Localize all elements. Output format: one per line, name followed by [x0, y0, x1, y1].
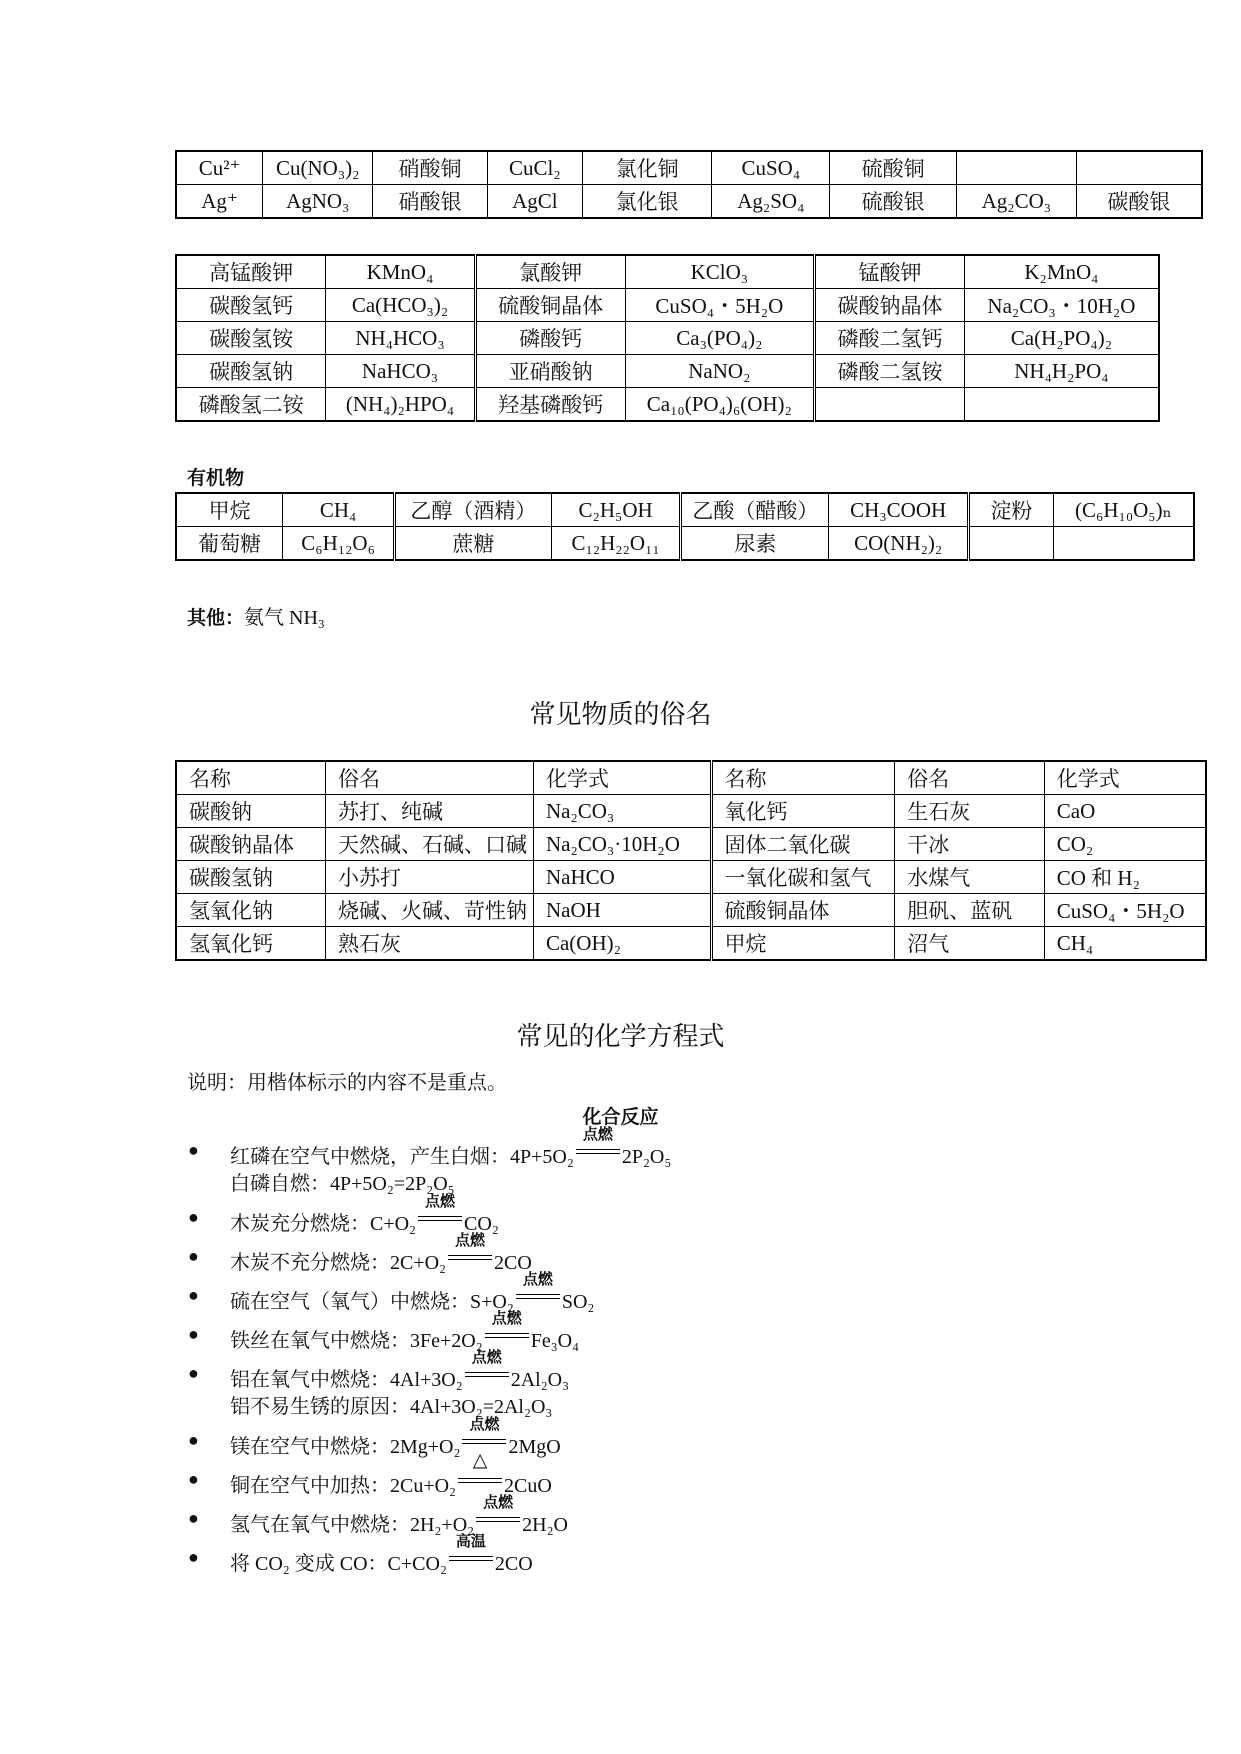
table-cell: Na₂CO₃: [533, 795, 711, 828]
equation-rhs: 2P₂O₅: [621, 1146, 672, 1168]
table-cell: Ca(OH)₂: [533, 927, 711, 961]
table-cell: Ag₂CO₃: [956, 185, 1076, 219]
equation-rhs: Fe₃O₄: [530, 1330, 580, 1352]
table-cell: 碳酸钠晶体: [815, 289, 965, 322]
table-cell: CO 和 H₂: [1044, 861, 1206, 894]
table-cell: [1053, 527, 1194, 561]
table-row: [176, 894, 1206, 927]
table-cell: [969, 527, 1054, 561]
table-row: [176, 861, 1206, 894]
bullet-icon: ●: [188, 1547, 199, 1567]
condition-label: 点燃: [483, 1493, 514, 1511]
table-cell: 甲烷: [711, 927, 895, 961]
equation-rhs: 2Al₂O₃: [510, 1369, 570, 1391]
condition-label: 点燃: [582, 1125, 613, 1143]
column-header: 名称: [711, 761, 895, 795]
table-cell: C₁₂H₂₂O₁₁: [551, 527, 681, 561]
equation-sub: 白磷自燃：4P+5O₂=2P₂O₅: [230, 1173, 455, 1195]
table-cell: 一氧化碳和氢气: [711, 861, 895, 894]
reaction-arrow: [448, 1231, 492, 1269]
equation-rhs: 2CO: [494, 1553, 533, 1575]
equation-lhs: 红磷在空气中燃烧，产生白烟：4P+5O₂: [230, 1146, 574, 1168]
reaction-arrow: [458, 1449, 502, 1492]
table-cell: CO₂: [1044, 828, 1206, 861]
table-cell: 氢氧化钠: [176, 894, 326, 927]
table-cell: 水煤气: [895, 861, 1045, 894]
table-cell: CH₄: [283, 493, 395, 527]
bullet-icon: ●: [188, 1285, 199, 1305]
other-heading: 其他：: [187, 607, 245, 629]
table-cell: Ca(HCO₃)₂: [326, 289, 476, 322]
equation-rhs: 2CO: [494, 1252, 532, 1274]
table-cell: Ca₁₀(PO₄)₆(OH)₂: [625, 388, 815, 422]
table-cell: Ca₃(PO₄)₂: [625, 322, 815, 355]
table-cell: Cu(NO₃)₂: [263, 151, 373, 185]
organic-heading: 有机物: [187, 467, 245, 489]
table-cell: 沼气: [895, 927, 1045, 961]
table-cell: 胆矾、蓝矾: [895, 894, 1045, 927]
equation-lhs: 铁丝在氧气中燃烧：3Fe+2O₂: [230, 1330, 483, 1352]
table-cell: 甲烷: [176, 493, 283, 527]
table-cell: 羟基磷酸钙: [475, 388, 625, 422]
equation-rhs: CO₂: [464, 1213, 499, 1235]
table-row: [176, 527, 1194, 561]
equation-rhs: 2CuO: [504, 1475, 552, 1497]
table-cell: 碳酸氢铵: [176, 322, 326, 355]
bullet-icon: ●: [188, 1324, 199, 1344]
table-cell: 碳酸钠: [176, 795, 326, 828]
table-cell: 磷酸氢二铵: [176, 388, 326, 422]
common-names-table: [175, 760, 1207, 961]
table-cell: Na₂CO₃・10H₂O: [964, 289, 1159, 322]
table-cell: 天然碱、石碱、口碱: [326, 828, 534, 861]
table-cell: 磷酸二氢钙: [815, 322, 965, 355]
table-cell: 硫酸银: [830, 185, 957, 219]
table-cell: [1076, 151, 1202, 185]
table-cell: NH₄H₂PO₄: [964, 355, 1159, 388]
table-cell: 锰酸钾: [815, 255, 965, 289]
table-cell: 烧碱、火碱、苛性钠: [326, 894, 534, 927]
column-header: 化学式: [533, 761, 711, 795]
table-row: [176, 795, 1206, 828]
table-cell: 硝酸银: [373, 185, 488, 219]
reaction-arrow: [476, 1493, 520, 1531]
condition-label: 高温: [455, 1532, 486, 1550]
table-cell: CaO: [1044, 795, 1206, 828]
bullet-icon: ●: [188, 1430, 199, 1450]
table-cell: [815, 388, 965, 422]
table-cell: Na₂CO₃·10H₂O: [533, 828, 711, 861]
condition-label: 点燃: [455, 1231, 486, 1249]
bullet-icon: ●: [188, 1363, 199, 1383]
table-row: [176, 493, 1194, 527]
table-cell: 磷酸二氢铵: [815, 355, 965, 388]
equation-lhs: 将 CO₂ 变成 CO：C+CO₂: [230, 1553, 447, 1575]
table-cell: 磷酸钙: [475, 322, 625, 355]
equations-note: 说明：用楷体标示的内容不是重点。: [187, 1072, 507, 1094]
table-cell: AgCl: [487, 185, 582, 219]
equation-lhs: 氢气在氧气中燃烧：2H₂+O₂: [230, 1514, 475, 1536]
table-cell: AgNO₃: [263, 185, 373, 219]
table-cell: 苏打、纯碱: [326, 795, 534, 828]
column-header: 名称: [176, 761, 326, 795]
table-cell: 氯酸钾: [475, 255, 625, 289]
equation-sub: 铝不易生锈的原因：4Al+3O₂=2Al₂O₃: [230, 1396, 553, 1418]
table-cell: CuCl₂: [487, 151, 582, 185]
reaction-arrow: [418, 1192, 462, 1230]
table-cell: C₂H₅OH: [551, 493, 681, 527]
table-cell: 碳酸氢钠: [176, 861, 326, 894]
table-cell: 硫酸铜晶体: [475, 289, 625, 322]
table-cell: 碳酸氢钠: [176, 355, 326, 388]
table-row: [176, 355, 1159, 388]
table-cell: NaNO₂: [625, 355, 815, 388]
reaction-arrow: [516, 1270, 560, 1308]
equation-rhs: 2MgO: [508, 1436, 561, 1458]
table-cell: 氯化银: [582, 185, 712, 219]
bullet-icon: ●: [188, 1140, 199, 1160]
table-row: [176, 322, 1159, 355]
condition-label: 点燃: [522, 1270, 553, 1288]
reaction-arrow: [465, 1348, 509, 1386]
table-cell: 硫酸铜晶体: [711, 894, 895, 927]
table-cell: 蔗糖: [394, 527, 551, 561]
table-cell: 小苏打: [326, 861, 534, 894]
column-header: 化学式: [1044, 761, 1206, 795]
salt-table: [175, 254, 1160, 422]
equation-lhs: 硫在空气（氧气）中燃烧：S+O₂: [230, 1291, 514, 1313]
table-cell: 高锰酸钾: [176, 255, 326, 289]
other-text: 氨气 NH₃: [244, 607, 325, 629]
table-cell: 氧化钙: [711, 795, 895, 828]
equation-lhs: 木炭不充分燃烧：2C+O₂: [230, 1252, 447, 1274]
column-header: 俗名: [326, 761, 534, 795]
table-cell: CH₃COOH: [829, 493, 969, 527]
table-cell: 淀粉: [969, 493, 1054, 527]
table-cell: 碳酸氢钙: [176, 289, 326, 322]
table-row: [176, 151, 1202, 185]
table-row: [176, 388, 1159, 422]
equation-lhs: 木炭充分燃烧：C+O₂: [230, 1213, 417, 1235]
table-cell: 固体二氧化碳: [711, 828, 895, 861]
table-cell: 生石灰: [895, 795, 1045, 828]
table-cell: 乙醇（酒精）: [394, 493, 551, 527]
bullet-icon: ●: [188, 1207, 199, 1227]
condition-label: 点燃: [491, 1309, 522, 1327]
table-cell: 硫酸铜: [830, 151, 957, 185]
table-cell: 碳酸钠晶体: [176, 828, 326, 861]
table-cell: 氢氧化钙: [176, 927, 326, 961]
bullet-icon: ●: [188, 1469, 199, 1489]
equation-rhs: 2H₂O: [522, 1514, 568, 1536]
equation-lhs: 铝在氧气中燃烧：4Al+3O₂: [230, 1369, 463, 1391]
table-cell: K₂MnO₄: [964, 255, 1159, 289]
equations-title: 常见的化学方程式: [516, 1022, 725, 1052]
column-header: 俗名: [895, 761, 1045, 795]
condition-label: 点燃: [425, 1192, 456, 1210]
table-cell: (C₆H₁₀O₅)ₙ: [1053, 493, 1194, 527]
table-cell: KMnO₄: [326, 255, 476, 289]
table-cell: CuSO₄・5H₂O: [625, 289, 815, 322]
table-row: [176, 927, 1206, 961]
table-cell: 亚硝酸钠: [475, 355, 625, 388]
condition-label: △: [472, 1449, 488, 1471]
table-cell: CO(NH₂)₂: [829, 527, 969, 561]
table-cell: 葡萄糖: [176, 527, 283, 561]
table-cell: CH₄: [1044, 927, 1206, 961]
reaction-arrow: [449, 1532, 493, 1570]
table-row: [176, 185, 1202, 219]
table-cell: NaHCO: [533, 861, 711, 894]
table-cell: 尿素: [681, 527, 829, 561]
equation-lhs: 铜在空气中加热：2Cu+O₂: [230, 1475, 457, 1497]
table-cell: CuSO₄・5H₂O: [1044, 894, 1206, 927]
table-cell: [956, 151, 1076, 185]
table-row: [176, 828, 1206, 861]
table-cell: NaHCO₃: [326, 355, 476, 388]
bullet-icon: ●: [188, 1508, 199, 1528]
table-cell: Ag⁺: [176, 185, 263, 219]
other-line: [187, 601, 325, 630]
condition-label: 点燃: [469, 1415, 500, 1433]
table-row: [176, 255, 1159, 289]
equation-lhs: 镁在空气中燃烧：2Mg+O₂: [230, 1436, 461, 1458]
reaction-arrow: [576, 1125, 620, 1163]
table-cell: 熟石灰: [326, 927, 534, 961]
table-cell: 硝酸铜: [373, 151, 488, 185]
reaction-arrow: [485, 1309, 529, 1347]
table-cell: 乙酸（醋酸）: [681, 493, 829, 527]
bullet-icon: ●: [188, 1246, 199, 1266]
table-cell: Ag₂SO₄: [712, 185, 830, 219]
ion-table: [175, 150, 1203, 219]
table-header-row: [176, 761, 1206, 795]
table-cell: 氯化铜: [582, 151, 712, 185]
table-cell: Cu²⁺: [176, 151, 263, 185]
table-cell: KClO₃: [625, 255, 815, 289]
table-cell: 碳酸银: [1076, 185, 1202, 219]
table-cell: C₆H₁₂O₆: [283, 527, 395, 561]
table-cell: (NH₄)₂HPO₄: [326, 388, 476, 422]
table-cell: [964, 388, 1159, 422]
equation-rhs: SO₂: [561, 1291, 595, 1313]
table-cell: NH₄HCO₃: [326, 322, 476, 355]
condition-label: 点燃: [471, 1348, 502, 1366]
table-cell: Ca(H₂PO₄)₂: [964, 322, 1159, 355]
table-cell: CuSO₄: [712, 151, 830, 185]
common-names-title: 常见物质的俗名: [529, 700, 712, 730]
table-cell: NaOH: [533, 894, 711, 927]
section-heading: 化合反应: [582, 1106, 659, 1128]
table-row: [176, 289, 1159, 322]
organic-table: [175, 492, 1195, 561]
table-cell: 干冰: [895, 828, 1045, 861]
